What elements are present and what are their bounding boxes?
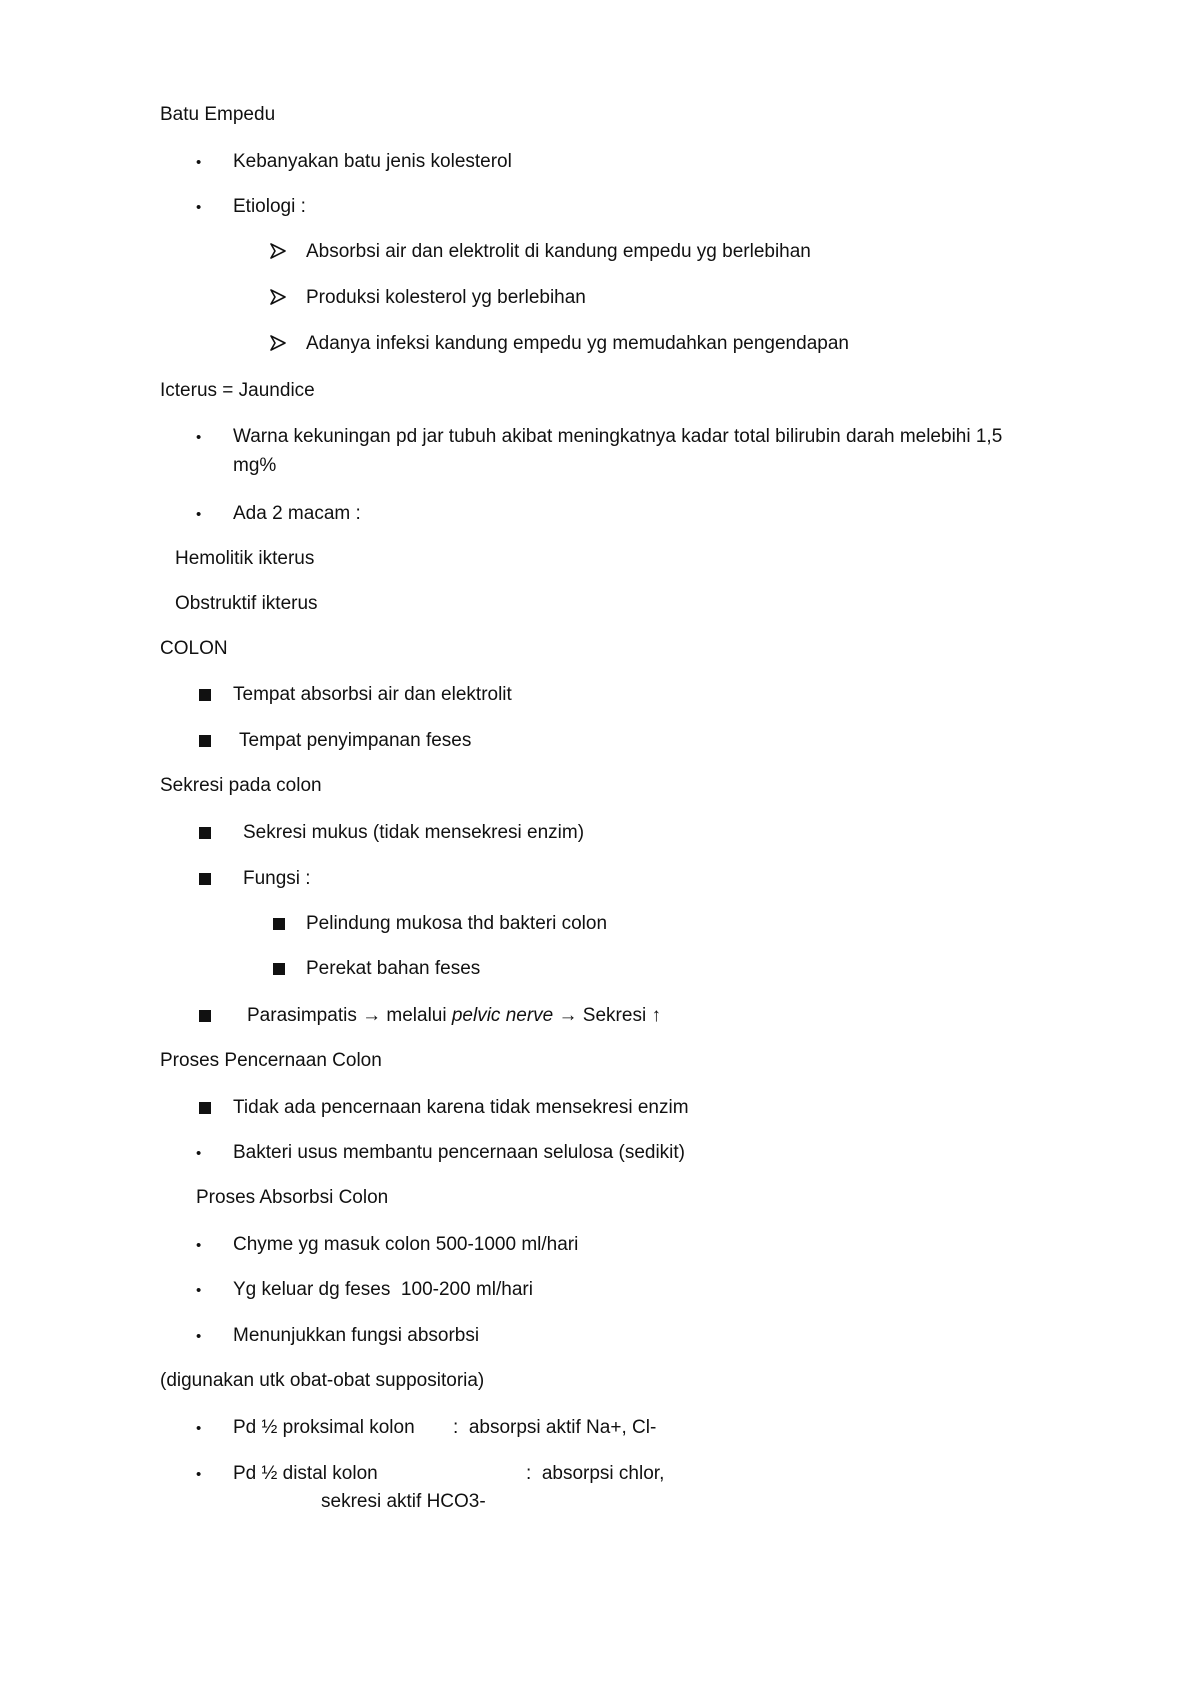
list-item: Bakteri usus membantu pencernaan selulosa (sedikit)	[233, 1142, 686, 1163]
bullet-dot-icon: •	[196, 1466, 202, 1483]
proximal-value: : absorpsi aktif Na+, Cl-	[453, 1417, 657, 1438]
sekresi-text: Sekresi	[577, 1005, 652, 1026]
list-item: Ada 2 macam :	[233, 503, 361, 524]
heading-sekresi: Sekresi pada colon	[160, 775, 322, 796]
list-item-continuation: mg%	[233, 455, 277, 476]
square-bullet-icon	[273, 958, 285, 975]
right-arrow-icon: →	[362, 1005, 382, 1026]
heading-colon: COLON	[160, 638, 228, 659]
list-item: Tempat absorbsi air dan elektrolit	[233, 684, 512, 705]
bullet-dot-icon: •	[196, 1420, 202, 1437]
heading-icterus: Icterus = Jaundice	[160, 380, 315, 401]
list-item: Adanya infeksi kandung empedu yg memudahkan pengendapan	[306, 333, 849, 354]
right-arrow-icon: →	[558, 1005, 578, 1026]
list-item: Perekat bahan feses	[306, 958, 481, 979]
square-bullet-icon	[199, 822, 211, 839]
suppositoria-note: (digunakan utk obat-obat suppositoria)	[160, 1370, 485, 1391]
up-arrow-icon: ↑	[651, 1005, 661, 1026]
heading-absorbsi: Proses Absorbsi Colon	[196, 1187, 389, 1208]
bullet-dot-icon: •	[196, 1237, 202, 1254]
melalui-text: melalui	[381, 1005, 452, 1026]
list-item: Absorbsi air dan elektrolit di kandung empedu yg berlebihan	[306, 241, 811, 262]
bullet-dot-icon: •	[196, 1282, 202, 1299]
bullet-dot-icon: •	[196, 506, 202, 523]
heading-batu-empedu: Batu Empedu	[160, 104, 276, 125]
list-item: Tidak ada pencernaan karena tidak mensekresi enzim	[233, 1097, 689, 1118]
list-item: Etiologi :	[233, 196, 306, 217]
distal-value: : absorpsi chlor,	[526, 1463, 665, 1484]
arrowhead-bullet-icon	[270, 335, 286, 351]
bullet-dot-icon: •	[196, 154, 202, 171]
square-bullet-icon	[199, 868, 211, 885]
distal-label: Pd ½ distal kolon	[233, 1463, 378, 1484]
distal-value-continuation: sekresi aktif HCO3-	[321, 1491, 486, 1512]
square-bullet-icon	[199, 1005, 211, 1022]
list-item: Sekresi mukus (tidak mensekresi enzim)	[243, 822, 585, 843]
list-item: Chyme yg masuk colon 500-1000 ml/hari	[233, 1234, 579, 1255]
bullet-dot-icon: •	[196, 199, 202, 216]
list-item: Fungsi :	[243, 868, 311, 889]
icterus-type: Obstruktif ikterus	[175, 593, 318, 614]
list-item: Warna kekuningan pd jar tubuh akibat meningkatnya kadar total bilirubin darah melebihi 1,5	[233, 426, 1003, 447]
icterus-type: Hemolitik ikterus	[175, 548, 315, 569]
list-item-parasimpatis	[247, 1005, 661, 1027]
list-item: Yg keluar dg feses 100-200 ml/hari	[233, 1279, 533, 1300]
pelvic-nerve-text: pelvic nerve	[451, 1005, 554, 1026]
arrowhead-bullet-icon	[270, 243, 286, 259]
arrowhead-bullet-icon	[270, 289, 286, 305]
parasimpatis-text: Parasimpatis	[247, 1005, 363, 1026]
square-bullet-icon	[199, 730, 211, 747]
square-bullet-icon	[273, 913, 285, 930]
list-item: Tempat penyimpanan feses	[239, 730, 472, 751]
list-item: Produksi kolesterol yg berlebihan	[306, 287, 586, 308]
list-item: Menunjukkan fungsi absorbsi	[233, 1325, 480, 1346]
square-bullet-icon	[199, 684, 211, 701]
heading-pencernaan: Proses Pencernaan Colon	[160, 1050, 382, 1071]
bullet-dot-icon: •	[196, 429, 202, 446]
proximal-label: Pd ½ proksimal kolon	[233, 1417, 415, 1438]
bullet-dot-icon: •	[196, 1145, 202, 1162]
bullet-dot-icon: •	[196, 1328, 202, 1345]
list-item: Pelindung mukosa thd bakteri colon	[306, 913, 608, 934]
list-item: Kebanyakan batu jenis kolesterol	[233, 151, 512, 172]
square-bullet-icon	[199, 1097, 211, 1114]
